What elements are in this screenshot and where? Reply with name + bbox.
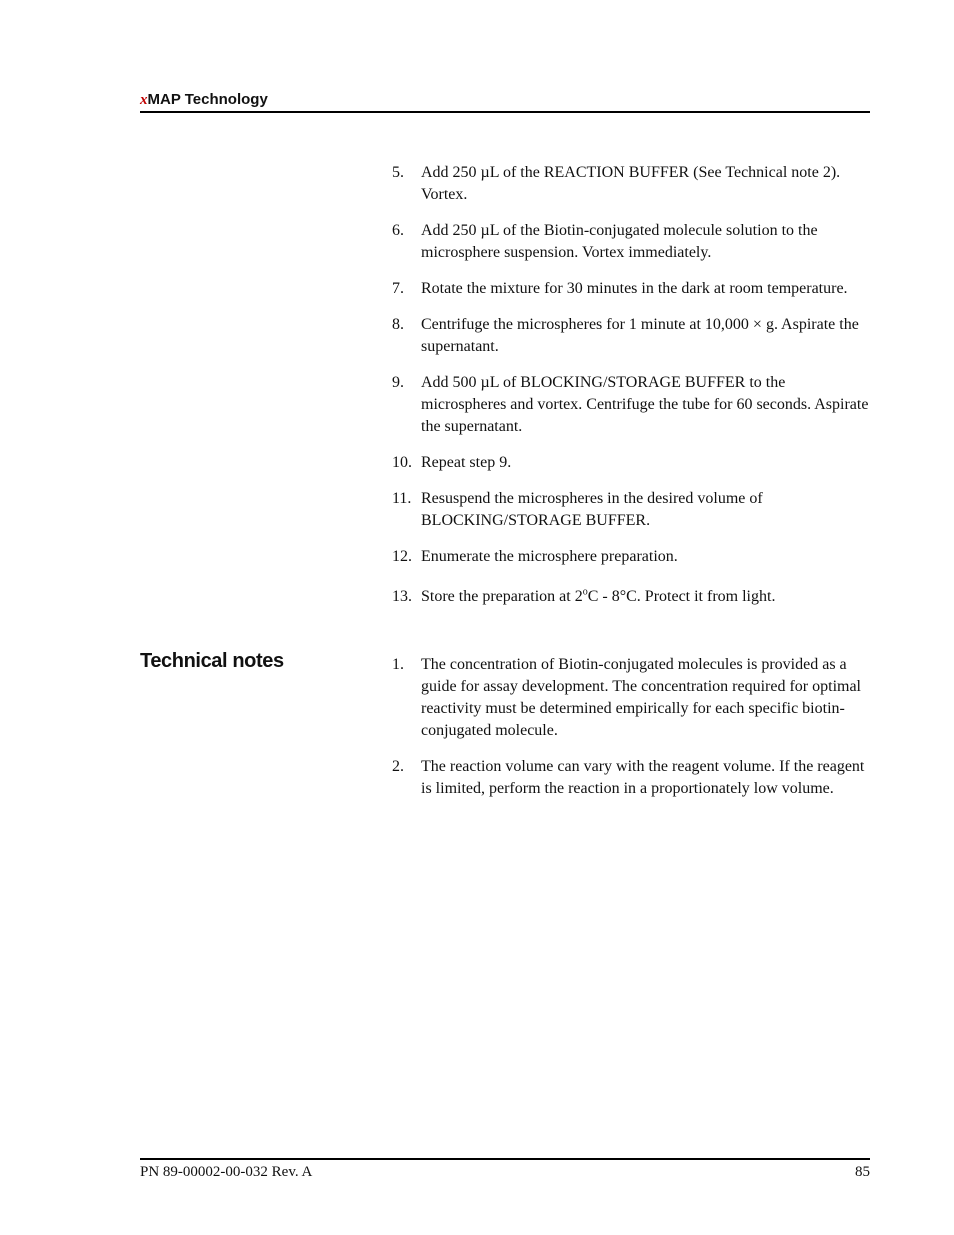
technical-note-1: [392, 654, 870, 742]
page-footer: [140, 1158, 870, 1182]
step-9: [392, 372, 870, 438]
step-text: Add 250 µL of the REACTION BUFFER (See Technical note 2). Vortex.: [421, 164, 841, 203]
procedure-steps: [392, 162, 870, 622]
page-header: [140, 91, 870, 113]
step-text: Rotate the mixture for 30 minutes in the dark at room temperature.: [421, 280, 848, 297]
step-text-part: Store the preparation at 2: [421, 588, 583, 605]
step-text-part: C - 8°C. Protect it from light.: [587, 588, 776, 605]
technical-notes-heading: Technical notes: [140, 650, 284, 672]
superscript-o: o: [582, 586, 588, 598]
step-5: [392, 162, 870, 206]
step-number: 5.: [392, 164, 404, 181]
header-title-prefix: x: [140, 92, 148, 108]
step-text: Centrifuge the microspheres for 1 minute at 10,000 × g. Aspirate the supernatant.: [421, 316, 859, 355]
step-13: [392, 586, 870, 608]
technical-note-2: [392, 756, 870, 800]
note-text: The concentration of Biotin-conjugated molecules is provided as a guide for assay development. The concentration required for optimal reactivity must be determined empirically for each specific biotin-conjugated molecule.: [421, 656, 861, 739]
step-number: 12.: [392, 548, 412, 565]
note-number: 1.: [392, 656, 404, 673]
step-11: [392, 488, 870, 532]
step-text: [421, 586, 870, 608]
document-number: PN 89-00002-00-032 Rev. A: [140, 1164, 313, 1180]
step-6: [392, 220, 870, 264]
step-number: 7.: [392, 280, 404, 297]
step-text: Resuspend the microspheres in the desired volume of BLOCKING/STORAGE BUFFER.: [421, 490, 763, 529]
step-number: 10.: [392, 454, 412, 471]
step-10: [392, 452, 870, 474]
step-12: [392, 546, 870, 568]
step-text: Enumerate the microsphere preparation.: [421, 548, 678, 565]
step-number: 6.: [392, 222, 404, 239]
step-number: 13.: [392, 588, 412, 605]
technical-notes-list: [392, 654, 870, 814]
step-number: 9.: [392, 374, 404, 391]
header-title: [140, 91, 268, 109]
step-number: 11.: [392, 490, 412, 507]
header-title-text: MAP Technology: [147, 91, 268, 108]
step-text: Add 500 µL of BLOCKING/STORAGE BUFFER to the microspheres and vortex. Centrifuge the tube for 60 seconds. Aspirate the supernatant.: [421, 374, 869, 435]
step-number: 8.: [392, 316, 404, 333]
step-7: [392, 278, 870, 300]
note-number: 2.: [392, 758, 404, 775]
step-text: Repeat step 9.: [421, 454, 512, 471]
page-number: 85: [855, 1164, 870, 1180]
step-8: [392, 314, 870, 358]
note-text: The reaction volume can vary with the reagent volume. If the reagent is limited, perform the reaction in a proportionately low volume.: [421, 758, 865, 797]
step-text: Add 250 µL of the Biotin-conjugated molecule solution to the microsphere suspension. Vortex immediately.: [421, 222, 818, 261]
